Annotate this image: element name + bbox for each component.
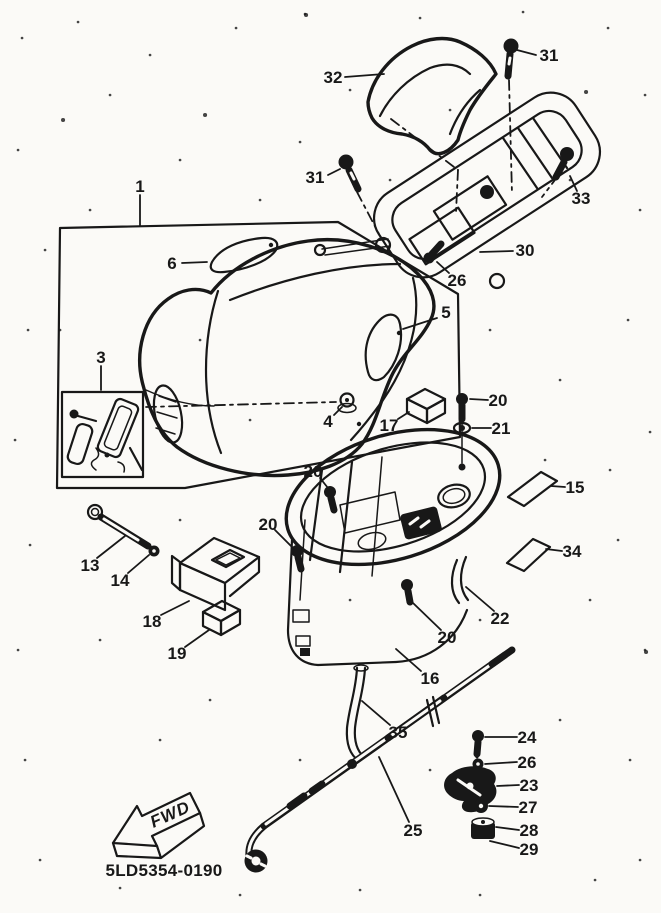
callout-number: 18 — [142, 612, 162, 631]
callout-34 — [546, 542, 582, 561]
callout-24 — [485, 728, 537, 747]
callout-number: 31 — [305, 168, 325, 187]
callout-28 — [496, 821, 538, 840]
storage-box — [270, 406, 517, 665]
drain-hose — [347, 665, 368, 761]
callout-27 — [489, 798, 537, 817]
callout-number: 26 — [517, 753, 537, 772]
callout-number: 5 — [441, 303, 451, 322]
callout-number: 34 — [562, 542, 582, 561]
callout-number: 13 — [80, 556, 100, 575]
callout-number: 35 — [388, 723, 408, 742]
callout-25 — [379, 757, 422, 840]
callout-number: 19 — [167, 644, 187, 663]
callout-number: 3 — [96, 348, 106, 367]
seat-lock-box — [62, 392, 143, 477]
trim-strip-6 — [211, 238, 277, 272]
paper-speckles — [15, 12, 650, 895]
callout-number: 1 — [135, 177, 145, 196]
screw-20-mid — [324, 486, 336, 510]
callout-3 — [96, 348, 105, 390]
callout-number: 15 — [565, 478, 585, 497]
bolt-31-left — [339, 155, 359, 190]
callout-number: 20 — [488, 391, 508, 410]
callout-number: 28 — [519, 821, 539, 840]
callout-31 — [306, 168, 340, 187]
callout-number: 24 — [517, 728, 537, 747]
callout-23 — [497, 776, 538, 795]
lock-cable — [245, 650, 513, 873]
callout-number: 21 — [491, 419, 511, 438]
sticker-34 — [507, 539, 550, 571]
nut-14 — [149, 546, 160, 557]
screw-24 — [472, 730, 484, 759]
callout-number: 30 — [515, 241, 535, 260]
fwd-arrow — [113, 793, 204, 858]
callout-19 — [168, 630, 209, 663]
bolt-31-right — [504, 39, 519, 77]
callout-number: 17 — [379, 416, 399, 435]
sticker-15 — [508, 472, 557, 506]
callout-20 — [413, 603, 456, 647]
callout-number: 14 — [110, 571, 130, 590]
callout-number: 32 — [323, 68, 343, 87]
callout-number: 31 — [539, 46, 559, 65]
bolt-13 — [88, 505, 148, 546]
callout-number: 4 — [323, 412, 333, 431]
callout-number: 33 — [571, 189, 591, 208]
damper-17 — [407, 389, 445, 423]
callout-26 — [485, 753, 536, 772]
callout-number: 20 — [437, 628, 457, 647]
hinge-grommet-4 — [338, 394, 356, 413]
callout-number: 25 — [403, 821, 423, 840]
callout-number: 27 — [518, 798, 538, 817]
callout-20 — [304, 462, 328, 488]
callout-layer — [81, 46, 591, 859]
callout-number: 22 — [490, 609, 510, 628]
callout-31 — [517, 46, 558, 65]
callout-18 — [143, 601, 189, 631]
fwd-arrow-label: FWD — [147, 797, 194, 832]
callout-1 — [135, 177, 144, 226]
screw-20-bottom — [401, 579, 413, 602]
callout-4 — [323, 407, 342, 431]
bracket-18 — [172, 538, 259, 610]
callout-13 — [81, 536, 125, 575]
callout-number: 29 — [519, 840, 539, 859]
callout-number: 23 — [519, 776, 539, 795]
callout-number: 20 — [303, 462, 323, 481]
trim-22 — [452, 557, 468, 603]
drawing-number: 5LD5354-0190 — [105, 861, 223, 880]
seat — [140, 240, 434, 476]
callout-21 — [472, 419, 510, 438]
callout-30 — [480, 241, 534, 260]
callout-35 — [362, 701, 407, 742]
damper-28-29 — [471, 818, 495, 839]
callout-14 — [111, 555, 149, 590]
callout-20 — [470, 391, 507, 410]
callout-6 — [167, 254, 207, 273]
callout-16 — [396, 649, 439, 688]
callout-22 — [466, 587, 509, 628]
callout-number: 20 — [258, 515, 278, 534]
callout-26 — [437, 262, 466, 290]
backrest-pad — [368, 39, 496, 154]
callout-number: 26 — [447, 271, 467, 290]
callout-number: 16 — [420, 669, 440, 688]
nut-27 — [474, 799, 488, 813]
callout-number: 6 — [167, 254, 177, 273]
callout-29 — [490, 840, 538, 859]
